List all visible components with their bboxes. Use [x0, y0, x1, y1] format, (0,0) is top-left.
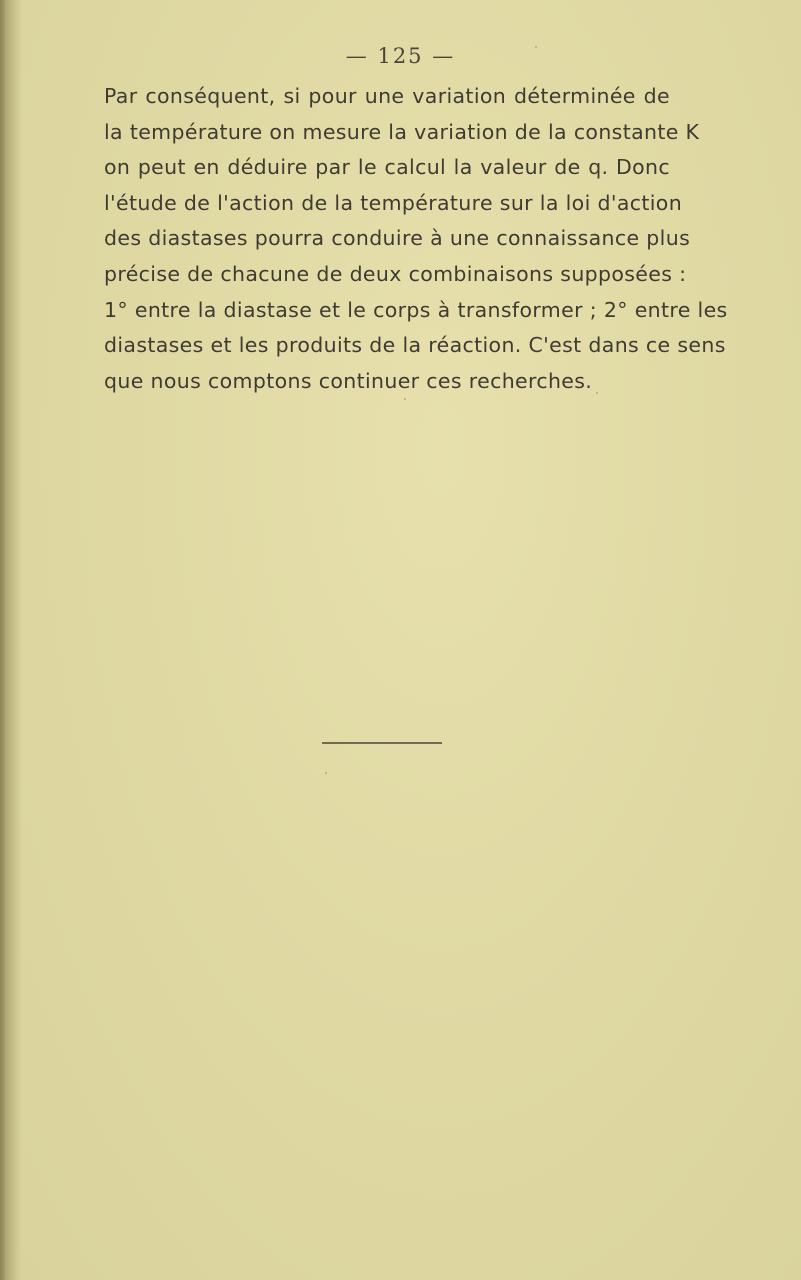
- binding-edge: [0, 0, 5, 1280]
- text-line: 1° entre la diastase et le corps à transformer ; 2° entre les: [104, 297, 728, 322]
- paper-speck: [404, 398, 406, 400]
- paper-speck: [596, 392, 598, 394]
- paper-speck: [535, 46, 537, 48]
- end-rule: [322, 742, 442, 744]
- text-line: Par conséquent, si pour une variation déterminée de: [104, 84, 670, 108]
- text-line: précise de chacune de deux combinaisons supposées :: [104, 261, 687, 286]
- body-paragraph: [104, 79, 728, 399]
- text-line: que nous comptons continuer ces recherches.: [104, 368, 593, 393]
- text-line: l'étude de l'action de la température sur la loi d'action: [104, 190, 683, 215]
- paper-speck: [325, 772, 327, 774]
- text-line: des diastases pourra conduire à une connaissance plus: [104, 226, 691, 251]
- text-line: diastases et les produits de la réaction. C'est dans ce sens: [104, 333, 726, 358]
- text-line: la température on mesure la variation de la constante K: [104, 119, 700, 144]
- page-number: — 125 —: [345, 44, 456, 68]
- text-line: on peut en déduire par le calcul la valeur de q. Donc: [104, 155, 670, 180]
